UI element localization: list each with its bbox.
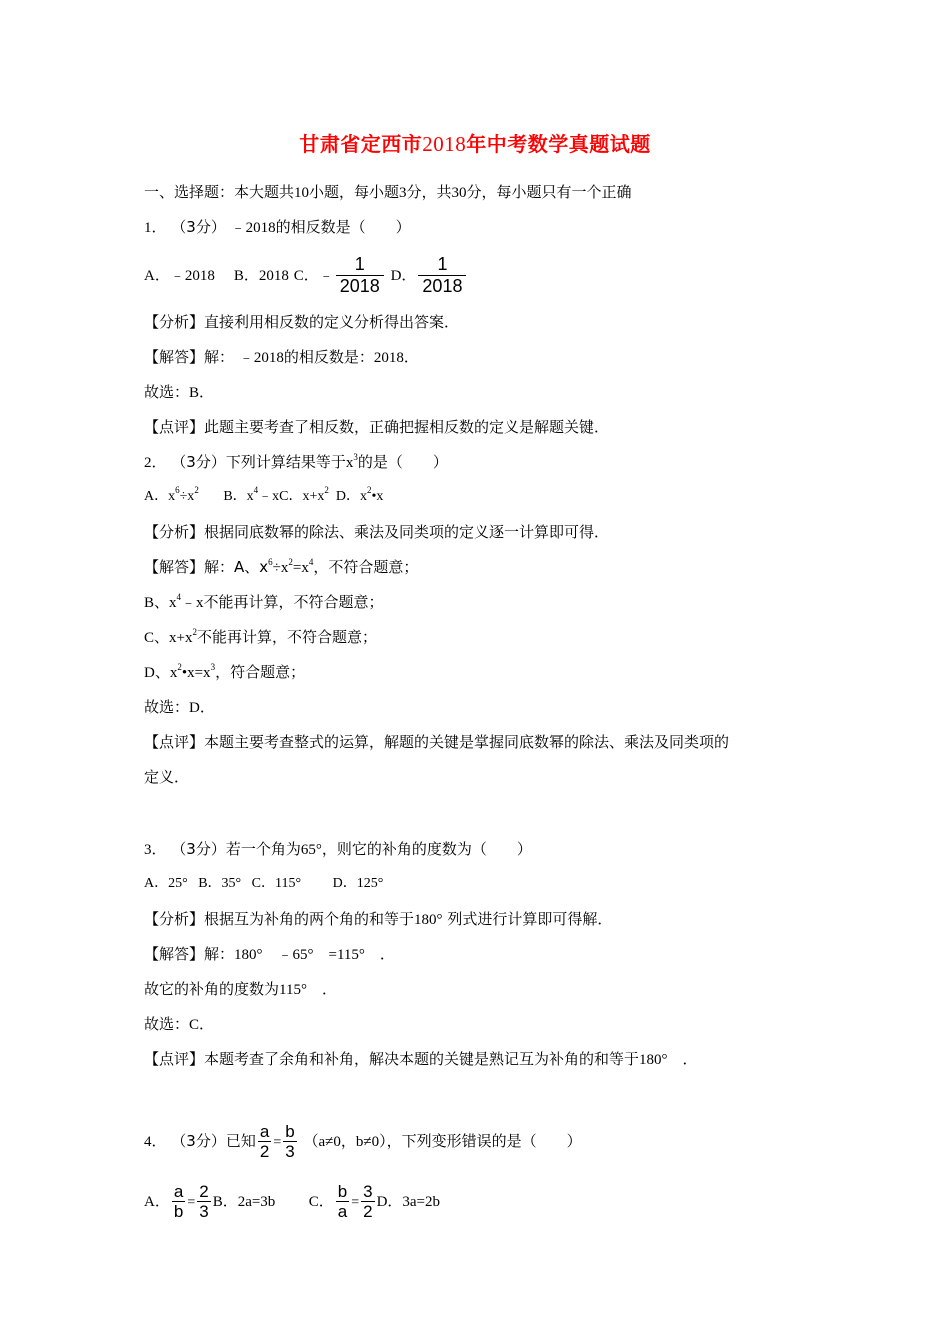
stem-text: 的相反数是（ ）: [275, 218, 411, 236]
exponent: 4: [176, 592, 182, 602]
option-c-label: C．: [293, 268, 319, 284]
answer-tag: 【解答】: [144, 348, 205, 366]
option-a-fraction-2: [197, 1182, 210, 1221]
comment-text: 此题主要考查了相反数，正确把握相反数的定义是解题关键．: [204, 418, 610, 436]
exponent: 2: [192, 627, 197, 637]
answer-tag: 【解答】: [144, 558, 205, 576]
exponent: 3: [210, 662, 216, 672]
given-fraction-b: [283, 1122, 296, 1161]
total-points: 30: [451, 185, 467, 201]
heading-text: 小题，每小题: [309, 183, 400, 201]
choice-value: B．: [189, 385, 215, 401]
numerator: 1: [418, 254, 466, 276]
points-per-question: 3: [399, 185, 407, 201]
analysis-angle: 180°: [414, 912, 443, 928]
answer-text: ，符合题意；: [215, 663, 306, 681]
comment-tag: 【点评】: [144, 1050, 205, 1068]
answer-math: ﹣x: [181, 595, 204, 611]
option-b: B．2a=3b: [212, 1194, 276, 1210]
denominator: 3: [199, 1202, 209, 1221]
denominator: 2018: [422, 276, 463, 296]
numerator: 1: [336, 254, 384, 276]
equals-sign: =: [187, 1195, 196, 1210]
title-year: 2018: [422, 132, 467, 156]
title-suffix: 年中考数学真题试题: [466, 132, 651, 156]
analysis-text: 直接利用相反数的定义分析得出答案．: [204, 313, 460, 331]
numerator: a: [259, 1122, 270, 1141]
question-3-answer: [144, 944, 395, 965]
option-c-sign: ﹣: [318, 268, 334, 284]
title-prefix: 甘肃省定西市: [299, 132, 423, 156]
option-b: B．x: [223, 489, 254, 504]
option-c-fraction: [336, 254, 384, 297]
denominator: b: [173, 1202, 184, 1221]
answer-math: D、x: [144, 665, 178, 681]
option-c: C．x+x: [279, 489, 325, 504]
answer-math: •x=x: [181, 665, 211, 681]
heading-text: 分，每小题只有一个正确: [466, 183, 632, 201]
option-d-part: •x: [371, 489, 384, 504]
numerator: 3: [363, 1182, 373, 1201]
question-1-options: [144, 254, 468, 297]
given-fraction-a: [258, 1122, 271, 1161]
option-a: A．x: [144, 489, 176, 504]
option-c-fraction-1: [336, 1182, 349, 1221]
analysis-tag: 【分析】: [144, 313, 205, 331]
option-d-fraction: [418, 254, 466, 297]
conclusion-text: 故它的补角的度数为: [144, 980, 280, 998]
question-2-line-c: [144, 627, 377, 648]
comment-tag: 【点评】: [144, 733, 205, 751]
option-a-label: A．: [144, 1194, 170, 1210]
analysis-tag: 【分析】: [144, 910, 205, 928]
question-2-line-d: [144, 662, 305, 683]
question-1-choice: [144, 382, 214, 403]
exponent: 6: [175, 485, 180, 495]
stem-text: 的是（ ）: [357, 453, 448, 471]
exponent: 2: [194, 485, 199, 495]
numerator: 2: [199, 1182, 209, 1201]
answer-text: 解：: [204, 945, 235, 963]
choice-label: 故选：: [144, 1015, 190, 1033]
denominator: 3: [285, 1142, 295, 1161]
option-c-label: C．: [308, 1194, 334, 1210]
stem-text: 下列计算结果等于: [225, 453, 346, 471]
comment-text: 本题考查了余角和补角，解决本题的关键是熟记互为补角的和等于: [204, 1050, 640, 1068]
question-3-comment: [144, 1049, 698, 1070]
section-heading: [144, 182, 632, 203]
stem-number: ﹣2018: [230, 220, 276, 236]
option-b: B．2018: [233, 268, 289, 284]
question-score: （3分）: [171, 218, 226, 236]
exponent: 2: [177, 662, 182, 672]
comment-text: 本题主要考查整式的运算，解题的关键是掌握同底数幂的除法、乘法及同类项的: [204, 733, 730, 751]
question-3-choice: [144, 1014, 214, 1035]
exponent: 2: [324, 485, 329, 495]
question-score: （3分）: [171, 453, 226, 471]
document-title: [0, 128, 950, 157]
choice-label: 故选：: [144, 383, 190, 401]
question-2-choice: [144, 697, 215, 718]
question-3-options: [144, 874, 383, 894]
denominator: 2: [259, 1142, 270, 1161]
stem-angle: 65°: [300, 842, 322, 858]
question-2-stem: [144, 452, 448, 473]
question-4-stem: [144, 1122, 582, 1161]
answer-math: C、x+x: [144, 630, 193, 646]
analysis-text: 根据互为补角的两个角的和等于: [204, 910, 415, 928]
answer-text: ，不符合题意；: [313, 558, 419, 576]
answer-text: 不能再计算，不符合题意；: [203, 593, 384, 611]
option-b: B．35°: [198, 876, 242, 891]
analysis-text: 列式进行计算即可得解．: [447, 910, 613, 928]
question-2-comment: [144, 732, 729, 752]
option-d: D．125°: [332, 876, 384, 891]
answer-number: ﹣2018: [238, 350, 284, 366]
comment-tag: 【点评】: [144, 418, 205, 436]
analysis-tag: 【分析】: [144, 523, 205, 541]
question-2-comment-cont: [144, 767, 189, 787]
conclusion-angle: 115° ．: [279, 982, 337, 998]
answer-text: 解：A、x: [204, 558, 269, 576]
option-c: C．115°: [251, 876, 302, 891]
question-3-stem: [144, 839, 532, 860]
answer-text: 解：: [204, 348, 235, 366]
comment-angle: 180° ．: [639, 1052, 698, 1068]
option-a-part: ÷x: [179, 489, 195, 504]
exponent: 6: [268, 557, 273, 567]
answer-math: 180° ﹣65° =115° ．: [234, 947, 395, 963]
stem-variable: x: [345, 455, 354, 471]
option-a: A．25°: [144, 876, 188, 891]
question-number: 3．: [144, 842, 167, 858]
choice-value: C．: [189, 1017, 215, 1033]
choice-label: 故选：: [144, 698, 190, 716]
stem-text: 若一个角为: [225, 840, 301, 858]
choice-value: D．: [189, 700, 215, 716]
question-1-stem: [144, 217, 411, 238]
stem-text: ，下列变形错误的是（ ）: [386, 1132, 582, 1150]
option-c-fraction-2: [361, 1182, 374, 1221]
exponent: 4: [308, 557, 314, 567]
question-1-answer: [144, 347, 419, 368]
question-3-conclusion: [144, 979, 337, 1000]
numerator: b: [337, 1182, 348, 1201]
question-count: 10: [294, 185, 310, 201]
question-4-options: [144, 1182, 440, 1221]
answer-math: ÷x: [272, 560, 289, 576]
heading-text: 分，共: [406, 183, 452, 201]
numerator: b: [285, 1122, 295, 1141]
question-1-comment: [144, 417, 609, 437]
heading-text: 一、选择题：本大题共: [144, 183, 295, 201]
exponent: 2: [367, 485, 372, 495]
question-score: （3分）: [171, 1132, 226, 1150]
answer-text: 的相反数是：: [283, 348, 374, 366]
option-b-part: ﹣x: [258, 489, 280, 504]
answer-number: 2018．: [373, 350, 419, 366]
question-2-analysis: [144, 522, 609, 542]
denominator: 2: [363, 1202, 373, 1221]
exponent: 4: [253, 485, 259, 495]
option-d: D．x: [335, 489, 368, 504]
exponent: 2: [288, 557, 293, 567]
denominator: a: [337, 1202, 348, 1221]
comment-text: 定义．: [144, 768, 190, 786]
question-number: 4．: [144, 1134, 167, 1150]
question-1-analysis: [144, 312, 459, 332]
option-d-label: D．: [390, 268, 417, 284]
answer-tag: 【解答】: [144, 945, 205, 963]
question-2-answer: [144, 557, 418, 578]
numerator: a: [173, 1182, 184, 1201]
stem-text: 已知: [225, 1132, 256, 1150]
question-number: 1．: [144, 220, 167, 236]
denominator: 2018: [339, 276, 380, 296]
analysis-text: 根据同底数幂的除法、乘法及同类项的定义逐一计算即可得．: [204, 523, 610, 541]
equals-sign: =: [273, 1135, 282, 1150]
question-3-analysis: [144, 909, 612, 930]
equals-sign: =: [351, 1195, 360, 1210]
answer-text: 不能再计算，不符合题意；: [196, 628, 377, 646]
question-score: （3分）: [171, 840, 226, 858]
option-a-fraction-1: [172, 1182, 185, 1221]
option-a: A．﹣2018: [144, 268, 215, 284]
option-d: D．3a=2b: [376, 1194, 441, 1210]
answer-math: =x: [292, 560, 309, 576]
answer-math: B、x: [144, 595, 177, 611]
question-number: 2．: [144, 455, 167, 471]
condition: （a≠0，b≠0）: [303, 1134, 387, 1150]
exponent: 3: [353, 452, 358, 462]
stem-text: ，则它的补角的度数为（ ）: [321, 840, 532, 858]
question-2-options: [144, 487, 383, 507]
question-2-line-b: [144, 592, 384, 613]
